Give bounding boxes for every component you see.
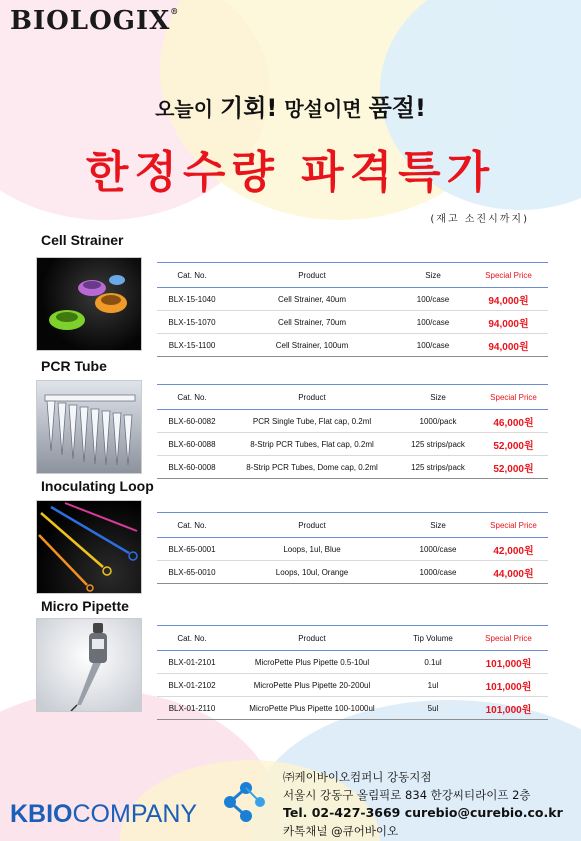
table-row	[157, 538, 548, 561]
col-tip-volume: Tip Volume	[397, 626, 469, 651]
contact-info	[283, 768, 563, 840]
micro-pipette-photo	[36, 618, 142, 712]
product: Loops, 1ul, Blue	[227, 538, 397, 561]
col-product: Product	[227, 385, 397, 410]
price: 101,000원	[469, 674, 548, 697]
product: Loops, 10ul, Orange	[227, 561, 397, 584]
product: MicroPette Plus Pipette 20-200ul	[227, 674, 397, 697]
col-size: Size	[397, 385, 479, 410]
section-title-pcr-tube: PCR Tube	[41, 358, 107, 374]
product: MicroPette Plus Pipette 100-1000ul	[227, 697, 397, 720]
col-cat-no: Cat. No.	[157, 626, 227, 651]
size: 100/case	[397, 311, 469, 334]
cat-no: BLX-15-1100	[157, 334, 227, 357]
size: 100/case	[397, 334, 469, 357]
product: MicroPette Plus Pipette 0.5-10ul	[227, 651, 397, 674]
size: 125 strips/pack	[397, 456, 479, 479]
tip-volume: 5ul	[397, 697, 469, 720]
pcr-tube-image	[37, 381, 141, 473]
table-row	[157, 433, 548, 456]
price: 101,000원	[469, 651, 548, 674]
size: 100/case	[397, 288, 469, 311]
product: Cell Strainer, 70um	[227, 311, 397, 334]
col-special-price: Special Price	[469, 626, 548, 651]
cell-strainer-image	[37, 258, 141, 350]
table-row	[157, 561, 548, 584]
table-row	[157, 311, 548, 334]
cat-no: BLX-01-2102	[157, 674, 227, 697]
col-cat-no: Cat. No.	[157, 385, 227, 410]
price: 101,000원	[469, 697, 548, 720]
cat-no: BLX-60-0008	[157, 456, 227, 479]
product: PCR Single Tube, Flat cap, 0.2ml	[227, 410, 397, 433]
section-title-inoculating-loop: Inoculating Loop	[41, 478, 154, 494]
tip-volume: 1ul	[397, 674, 469, 697]
product: 8-Strip PCR Tubes, Dome cap, 0.2ml	[227, 456, 397, 479]
stock-note: (재고 소진시까지)	[430, 214, 529, 225]
company-name: ㈜케이바이오컴퍼니 강동지점	[283, 770, 432, 784]
address: 서울시 강동구 올림픽로 834 한강씨티라이프 2층	[283, 788, 531, 802]
pcr-tube-table	[157, 384, 548, 479]
pcr-tube-photo	[36, 380, 142, 474]
col-special-price: Special Price	[469, 263, 548, 288]
table-row	[157, 334, 548, 357]
tel-email: Tel. 02-427-3669 curebio@curebio.co.kr	[283, 805, 563, 820]
cell-strainer-photo	[36, 257, 142, 351]
price: 46,000원	[479, 410, 548, 433]
col-special-price: Special Price	[479, 385, 548, 410]
table-header	[157, 263, 548, 288]
inoculating-loop-photo	[36, 500, 142, 594]
size: 125 strips/pack	[397, 433, 479, 456]
col-product: Product	[227, 626, 397, 651]
price: 52,000원	[479, 433, 548, 456]
table-row	[157, 456, 548, 479]
col-cat-no: Cat. No.	[157, 263, 227, 288]
cat-no: BLX-15-1070	[157, 311, 227, 334]
tagline: 오늘이 기회! 망설이면 품절!	[155, 94, 426, 122]
biologix-logo: BIOLOGIX®	[10, 6, 180, 36]
table-row	[157, 674, 548, 697]
cat-no: BLX-65-0001	[157, 538, 227, 561]
price: 44,000원	[479, 561, 548, 584]
col-cat-no: Cat. No.	[157, 513, 227, 538]
size: 1000/case	[397, 538, 479, 561]
table-row	[157, 651, 548, 674]
price: 42,000원	[479, 538, 548, 561]
inoculating-loop-image	[37, 501, 141, 593]
micro-pipette-image	[37, 619, 141, 711]
tip-volume: 0.1ul	[397, 651, 469, 674]
cat-no: BLX-15-1040	[157, 288, 227, 311]
col-product: Product	[227, 263, 397, 288]
section-title-micro-pipette: Micro Pipette	[41, 598, 129, 614]
table-header	[157, 513, 548, 538]
product: Cell Strainer, 100um	[227, 334, 397, 357]
table-header	[157, 385, 548, 410]
cat-no: BLX-01-2101	[157, 651, 227, 674]
cat-no: BLX-60-0088	[157, 433, 227, 456]
kbio-company-logo: KBIOCOMPANY	[10, 800, 198, 828]
table-header	[157, 626, 548, 651]
cat-no: BLX-01-2110	[157, 697, 227, 720]
headline: 한정수량 파격특가	[85, 147, 496, 198]
product: Cell Strainer, 40um	[227, 288, 397, 311]
inoculating-loop-table	[157, 512, 548, 584]
price: 52,000원	[479, 456, 548, 479]
col-special-price: Special Price	[479, 513, 548, 538]
table-row	[157, 410, 548, 433]
price: 94,000원	[469, 334, 548, 357]
cat-no: BLX-65-0010	[157, 561, 227, 584]
price: 94,000원	[469, 288, 548, 311]
size: 1000/pack	[397, 410, 479, 433]
col-size: Size	[397, 513, 479, 538]
cat-no: BLX-60-0082	[157, 410, 227, 433]
micro-pipette-table	[157, 625, 548, 720]
price: 94,000원	[469, 311, 548, 334]
product: 8-Strip PCR Tubes, Flat cap, 0.2ml	[227, 433, 397, 456]
table-row	[157, 697, 548, 720]
size: 1000/case	[397, 561, 479, 584]
kakao-channel: 카톡채널 @큐어바이오	[283, 824, 399, 838]
cell-strainer-table	[157, 262, 548, 357]
col-size: Size	[397, 263, 469, 288]
section-title-cell-strainer: Cell Strainer	[41, 232, 124, 248]
kbio-mark-icon	[222, 776, 266, 828]
col-product: Product	[227, 513, 397, 538]
table-row	[157, 288, 548, 311]
